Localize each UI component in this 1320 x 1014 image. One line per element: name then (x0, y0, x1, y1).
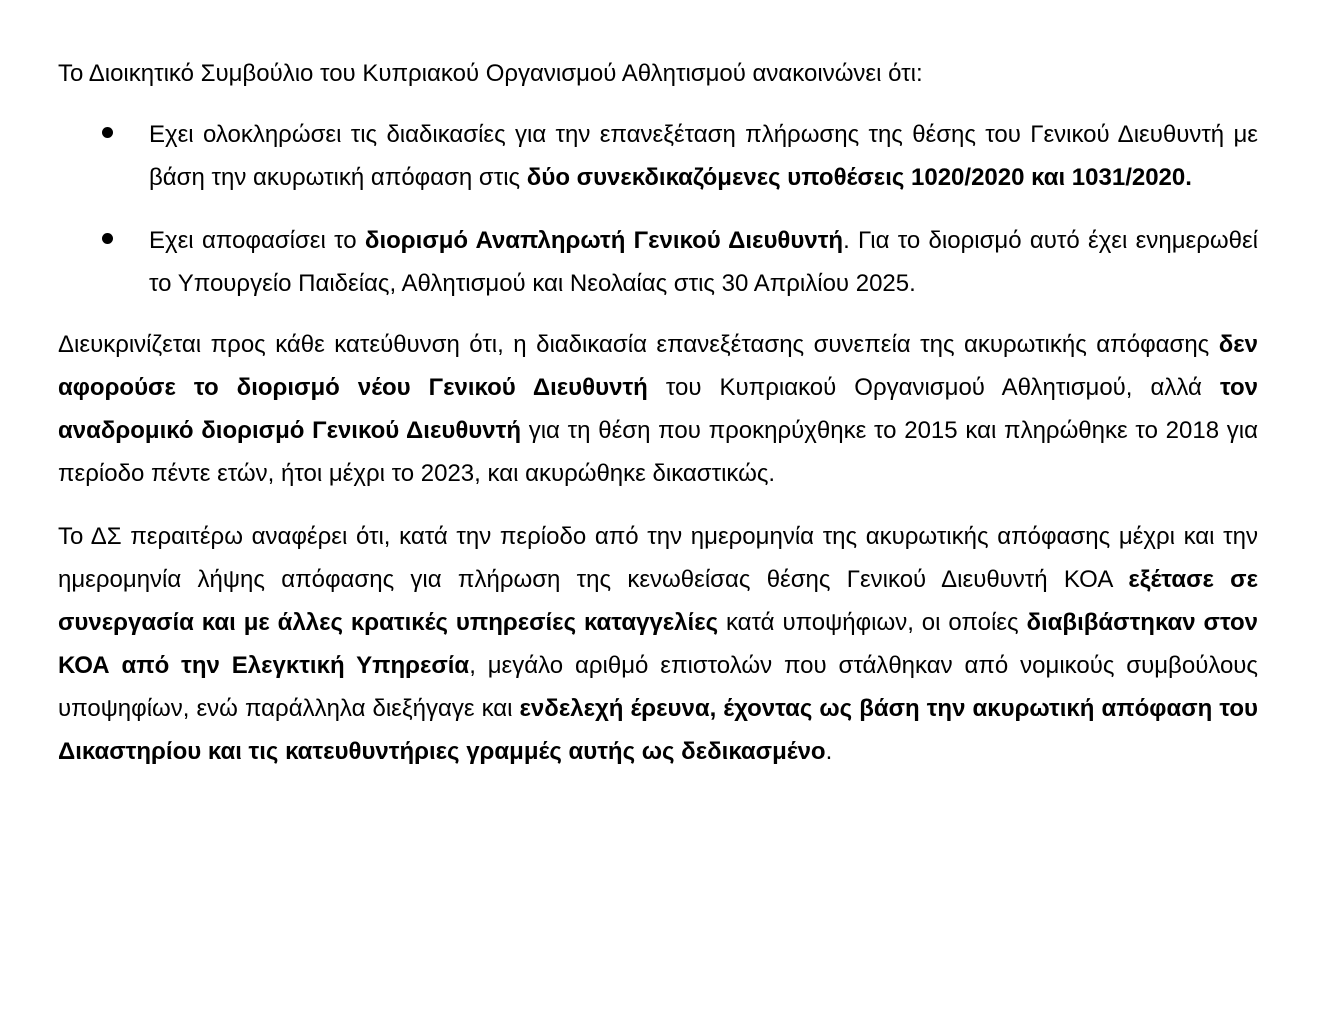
paragraph-bold-text: ενδελεχή έρευνα, έχοντας ως βάση την ακυρωτική απόφαση του Δικαστηρίου και τις κατευθυντήριες γραμμές αυτής ως δεδικασμένο (58, 695, 1258, 765)
bullet-bold-text: διορισμό Αναπληρωτή Γενικού Διευθυντή (364, 227, 844, 254)
bullet-paragraph (149, 219, 1258, 305)
clarification-paragraph (58, 323, 1258, 495)
paragraph-text: , μεγάλο αριθμό επιστολών που στάλθηκαν από νομικούς συμβούλους υποψηφίων, ενώ παράλληλα διεξήγαγε και (58, 652, 1258, 722)
paragraph-bold-text: δεν αφορούσε το διορισμό νέου Γενικού Διευθυντή (58, 331, 1258, 401)
bullet-item (58, 219, 1258, 305)
intro-text: Το Διοικητικό Συμβούλιο του Κυπριακού Οργανισμού Αθλητισμού ανακοινώνει ότι: (58, 60, 923, 87)
bullet-list (58, 113, 1258, 305)
bullet-bold-text: δύο συνεκδικαζόμενες υποθέσεις 1020/2020 και 1031/2020. (526, 164, 1192, 191)
paragraph-bold-text: εξέτασε σε συνεργασία και με άλλες κρατικές υπηρεσίες καταγγελίες (58, 566, 1258, 636)
paragraph-bold-text: τον αναδρομικό διορισμό Γενικού Διευθυντή (58, 374, 1259, 444)
bullet-paragraph (149, 113, 1258, 199)
board-statement-paragraph (58, 515, 1258, 773)
paragraph-text: για τη θέση που προκηρύχθηκε το 2015 και πληρώθηκε το 2018 για περίοδο πέντε ετών, ήτοι μέχρι το 2023, και ακυρώθηκε δικαστικώς. (58, 417, 1258, 487)
paragraph-text: Το ΔΣ περαιτέρω αναφέρει ότι, κατά την περίοδο από την ημερομηνία της ακυρωτικής απόφασης μέχρι και την ημερομηνία λήψης απόφασης για πλήρωση της κενωθείσας θέσης Γενικού Διευθυντή ΚΟΑ (58, 523, 1258, 593)
paragraph-text: . (825, 738, 833, 765)
intro-paragraph (58, 52, 1258, 95)
bullet-item (58, 113, 1258, 199)
paragraph-text: κατά υποψήφιων, οι οποίες (718, 609, 1027, 636)
bullet-dot-icon (102, 233, 113, 244)
paragraph-text: του Κυπριακού Οργανισμού Αθλητισμού, αλλά (647, 374, 1220, 401)
bullet-dot-icon (102, 127, 113, 138)
bullet-text: Εχει αποφασίσει το (149, 227, 365, 254)
paragraph-text: Διευκρινίζεται προς κάθε κατεύθυνση ότι, η διαδικασία επανεξέτασης συνεπεία της ακυρωτικής απόφασης (58, 331, 1219, 358)
paragraph-bold-text: διαβιβάστηκαν στον ΚΟΑ από την Ελεγκτική Υπηρεσία (58, 609, 1258, 679)
bullet-text: Εχει ολοκληρώσει τις διαδικασίες για την επανεξέταση πλήρωσης της θέσης του Γενικού Διευθυντή με βάση την ακυρωτική απόφαση στις (149, 121, 1258, 191)
bullet-text: . Για το διορισμό αυτό έχει ενημερωθεί το Υπουργείο Παιδείας, Αθλητισμού και Νεολαίας στις 30 Απριλίου 2025. (149, 227, 1258, 297)
